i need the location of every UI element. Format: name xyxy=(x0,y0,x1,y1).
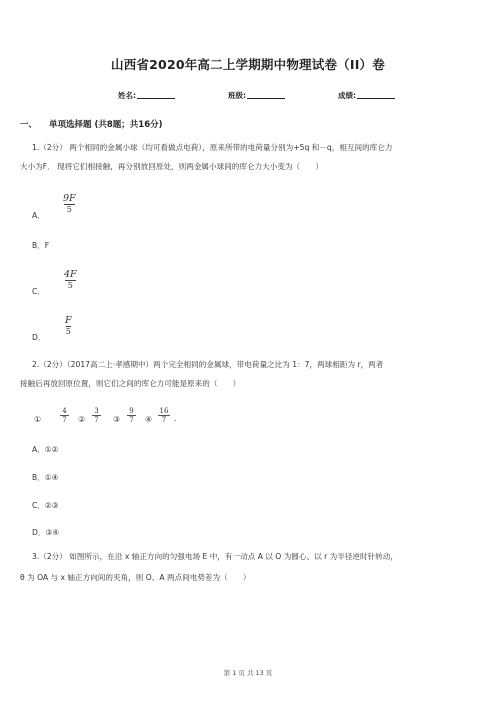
fraction-numerator: 4F xyxy=(64,269,77,280)
q2-option-d: D．③④ xyxy=(32,528,60,537)
q2-choice-2-fraction xyxy=(92,407,101,424)
fraction-denominator: 7 xyxy=(161,416,167,424)
q1-option-b: B．F xyxy=(32,241,50,250)
q2-option-c: C．②③ xyxy=(32,501,59,510)
q2-choice-2-mark: ② xyxy=(78,415,86,424)
q2-choice-3-fraction xyxy=(127,407,136,424)
q2-choice-4-fraction xyxy=(158,407,170,424)
fraction-denominator: 5 xyxy=(66,205,72,214)
score-label: 成绩: xyxy=(338,91,356,100)
q2-choice-3-mark: ③ xyxy=(113,415,121,424)
section-label: 单项选择题 (共8题；共16分) xyxy=(49,120,163,130)
class-field xyxy=(228,90,285,101)
q2-line2: 接触后再放回原位置，则它们之间的库仑力可能是原来的（ ） xyxy=(20,379,241,388)
fraction-numerator: 3 xyxy=(94,407,99,415)
q1-option-a-fraction xyxy=(63,193,76,215)
q1-option-c-fraction xyxy=(64,269,77,291)
fraction-numerator: 16 xyxy=(159,407,169,415)
page-footer: 第 1 页 共 13 页 xyxy=(223,669,273,677)
class-blank xyxy=(247,90,285,99)
exam-title: 山西省2020年高二上学期期中物理试卷（II）卷 xyxy=(111,57,385,72)
q2-choice-1-fraction xyxy=(60,407,69,424)
fraction-denominator: 5 xyxy=(67,281,73,290)
name-label: 姓名: xyxy=(118,91,136,100)
fraction-numerator: F xyxy=(65,315,72,326)
q2-choice-1-mark: ① xyxy=(34,415,42,424)
q1-option-a-label: A． xyxy=(32,211,45,220)
q1-option-d-fraction xyxy=(65,315,72,337)
q1-option-d-label: D． xyxy=(32,333,46,342)
section-heading xyxy=(20,118,163,130)
section-number: 一、 xyxy=(20,120,38,130)
q2-choice-4-mark: ④ xyxy=(145,415,153,424)
fraction-numerator: 9F xyxy=(63,193,76,204)
q3-line1: 3.（2分） 如图所示，在沿 x 轴正方向的匀强电场 E 中，有一动点 A 以 O 为圆心、以 r 为半径逆时针转动， xyxy=(32,552,398,561)
q1-line2: 大小为F． 现将它们相接触，再分别放回原处，则两金属小球间的库仑力大小变为（ ） xyxy=(20,162,323,171)
q2-option-a: A．①② xyxy=(32,445,59,454)
score-blank xyxy=(357,90,395,99)
fraction-numerator: 9 xyxy=(129,407,134,415)
q2-choices-end-mark: . xyxy=(174,414,177,423)
fraction-numerator: 4 xyxy=(62,407,67,415)
class-label: 班级: xyxy=(228,91,246,100)
name-blank xyxy=(137,90,175,99)
name-field xyxy=(118,90,175,101)
q2-line1: 2.（2分）（2017高二上·孝感期中）两个完全相同的金属球，带电荷量之比为 1：7，两球相距为 r，两者 xyxy=(32,360,384,369)
fraction-denominator: 5 xyxy=(65,327,71,336)
q1-line1: 1.（2分） 两个相同的金属小球（均可看做点电荷），原来所带的电荷量分别为+5q 和－q，相互间的库仑力 xyxy=(32,143,393,152)
score-field xyxy=(338,90,395,101)
q1-option-c-label: C． xyxy=(32,287,45,296)
fraction-denominator: 7 xyxy=(94,416,99,424)
q3-line2: θ 为 OA 与 x 轴正方向间的夹角，则 O、A 两点间电势差为（ ） xyxy=(20,573,251,582)
fraction-denominator: 7 xyxy=(129,416,134,424)
q2-option-b: B．①④ xyxy=(32,473,59,482)
fraction-denominator: 7 xyxy=(62,416,67,424)
